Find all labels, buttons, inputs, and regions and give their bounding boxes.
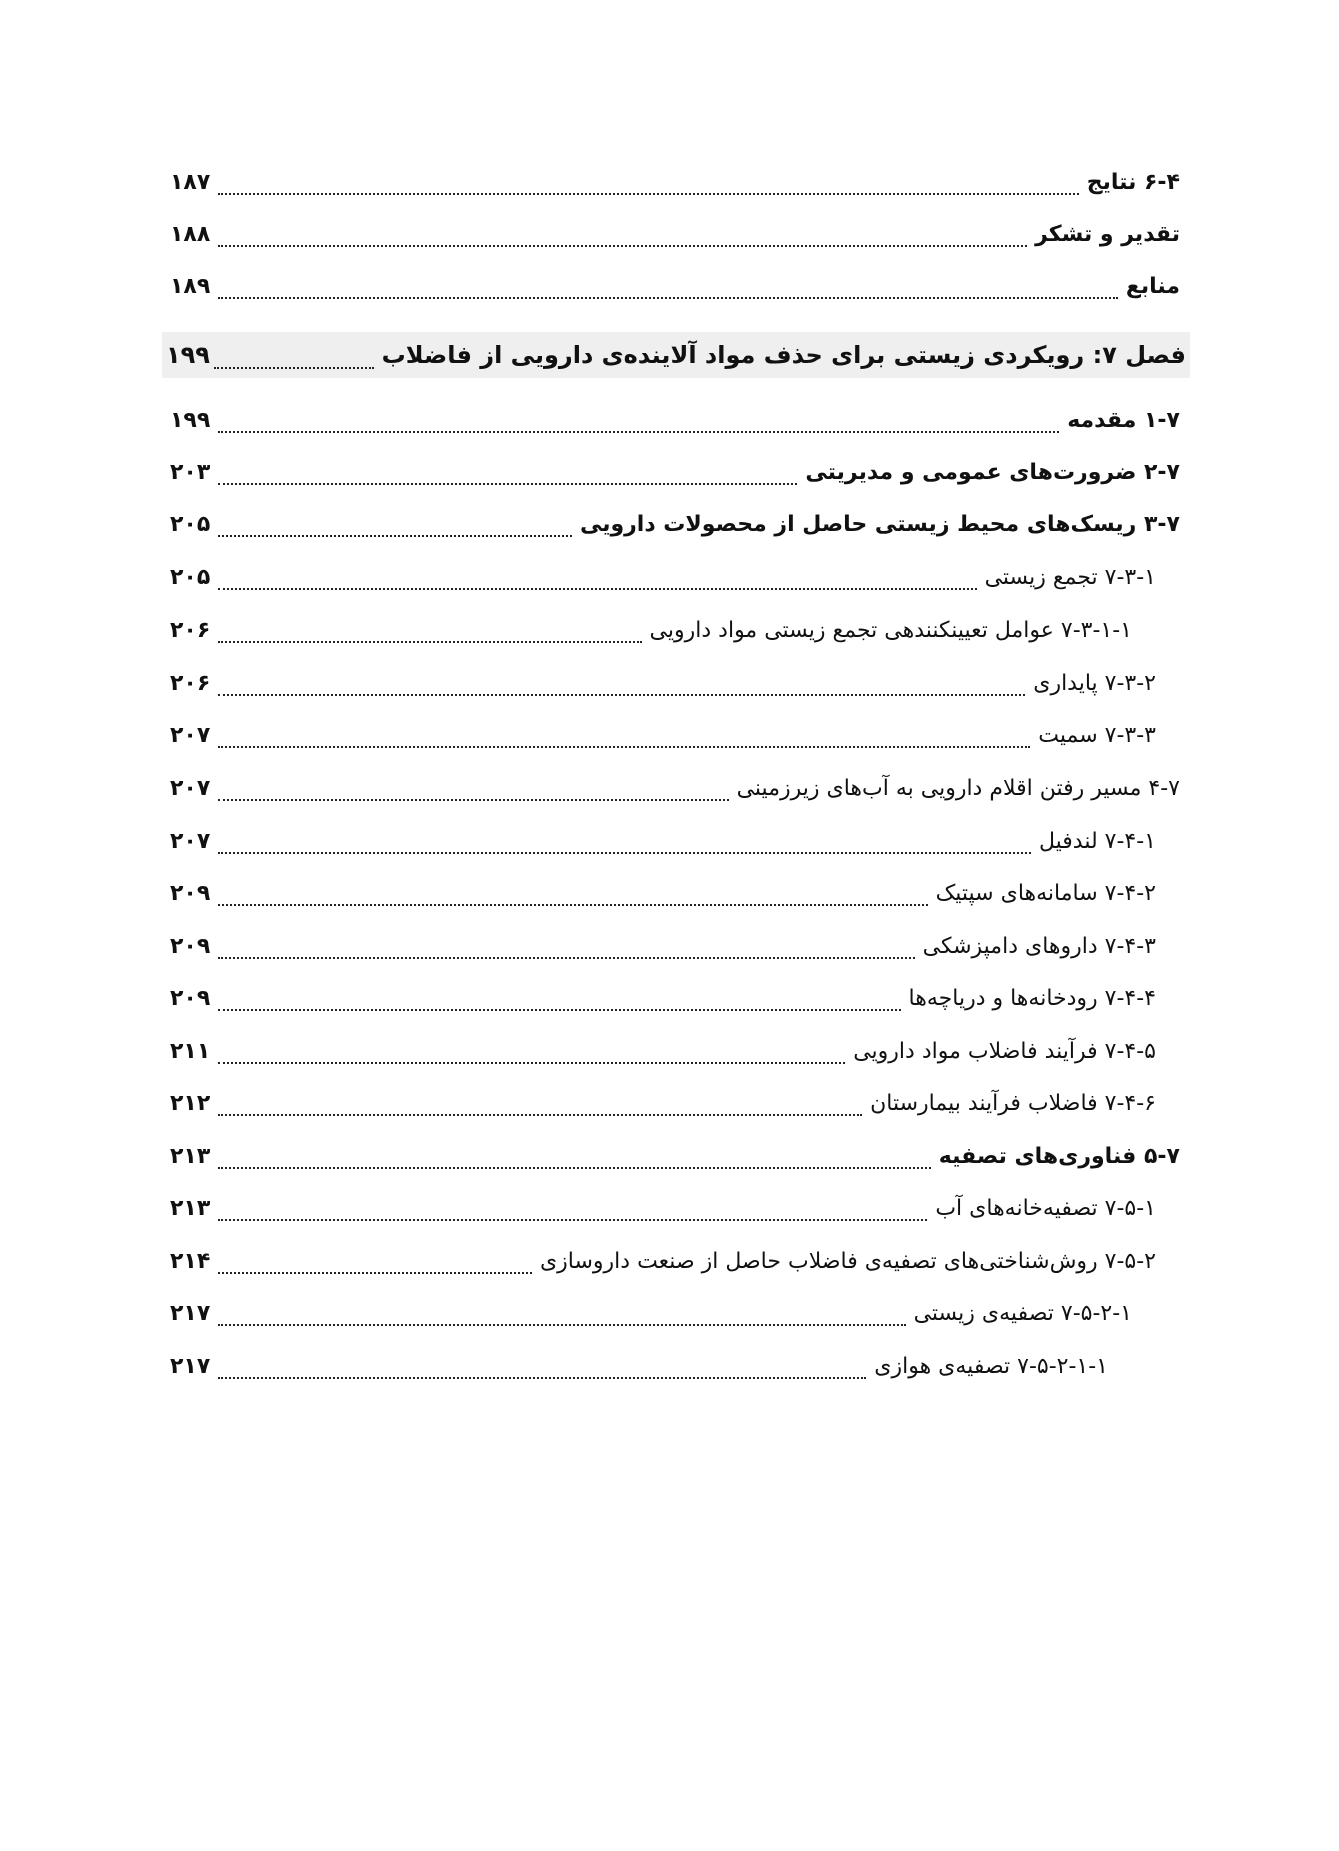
toc-entry-title: ۷-۳-۳ سمیت xyxy=(1038,722,1156,748)
toc-entry-page-number: ۲۰۷ xyxy=(170,828,211,854)
toc-entry-page-number: ۲۰۷ xyxy=(170,775,211,801)
toc-entry-title: ۷-۴-۶ فاضلاب فرآیند بیمارستان xyxy=(870,1090,1156,1116)
toc-entry[interactable] xyxy=(170,821,1180,861)
toc-entry-title: فصل ۷: رویکردی زیستی برای حذف مواد آلاینده‌ی دارویی از فاضلاب xyxy=(381,341,1186,369)
dot-leader xyxy=(218,775,729,801)
toc-entry-page-number: ۲۰۶ xyxy=(170,670,211,696)
toc-entry-title: ۷-۴-۴ رودخانه‌ها و دریاچه‌ها xyxy=(908,985,1156,1011)
toc-entry-page-number: ۱۹۹ xyxy=(166,341,210,369)
dot-leader xyxy=(218,564,977,590)
toc-entry[interactable] xyxy=(170,768,1180,808)
toc-entry-title: ۷-۳-۱-۱ عوامل تعیینکنندهی تجمع زیستی مواد دارویی xyxy=(649,617,1132,643)
dot-leader xyxy=(218,1353,866,1379)
toc-entry-title: ۷-۵-۲-۱-۱ تصفیه‌ی هوازی xyxy=(874,1353,1108,1379)
toc-entry[interactable] xyxy=(170,1083,1180,1123)
dot-leader xyxy=(218,169,1079,195)
toc-entry[interactable] xyxy=(170,557,1180,597)
dot-leader xyxy=(218,1090,862,1116)
toc-entry-title: ۶-۴ نتایج xyxy=(1086,169,1180,195)
toc-entry-title: تقدیر و تشکر xyxy=(1035,221,1180,247)
toc-entry-title: ۷-۴-۱ لندفیل xyxy=(1038,828,1156,854)
dot-leader xyxy=(218,828,1031,854)
dot-leader xyxy=(218,617,642,643)
toc-entry-page-number: ۲۰۷ xyxy=(170,722,211,748)
toc-entry-page-number: ۲۰۹ xyxy=(170,985,211,1011)
dot-leader xyxy=(218,1248,532,1274)
toc-entry-title: ۳-۷ ریسک‌های محیط زیستی حاصل از محصولات دارویی xyxy=(579,511,1180,537)
toc-entry[interactable] xyxy=(170,663,1180,703)
toc-entry[interactable] xyxy=(170,978,1180,1018)
toc-entry-title: ۷-۵-۱ تصفیه‌خانه‌های آب xyxy=(935,1195,1156,1221)
dot-leader xyxy=(218,670,1025,696)
toc-entry-page-number: ۲۰۵ xyxy=(170,511,211,537)
toc-entry-title: ۵-۷ فناوری‌های تصفیه xyxy=(938,1143,1180,1169)
toc-entry-title: ۴-۷ مسیر رفتن اقلام دارویی به آب‌های زیرزمینی xyxy=(736,775,1180,801)
toc-entry[interactable] xyxy=(170,214,1180,254)
toc-entry-title: ۷-۵-۲-۱ تصفیه‌ی زیستی xyxy=(913,1300,1132,1326)
toc-entry-title: ۷-۳-۲ پایداری xyxy=(1033,670,1156,696)
chapter-heading-row[interactable] xyxy=(162,332,1190,378)
toc-entry[interactable] xyxy=(170,1188,1180,1228)
toc-entry-page-number: ۱۹۹ xyxy=(170,407,211,433)
dot-leader xyxy=(218,273,1118,299)
toc-entry-page-number: ۲۱۴ xyxy=(170,1248,211,1274)
dot-leader xyxy=(218,221,1027,247)
toc-entry[interactable] xyxy=(170,400,1180,440)
toc-entry-page-number: ۲۱۳ xyxy=(170,1195,211,1221)
toc-entry-page-number: ۱۸۷ xyxy=(170,169,211,195)
toc-entry[interactable] xyxy=(170,266,1180,306)
toc-entry-page-number: ۲۱۱ xyxy=(170,1038,211,1064)
toc-entry-page-number: ۲۰۹ xyxy=(170,933,211,959)
dot-leader xyxy=(218,880,928,906)
dot-leader xyxy=(218,985,901,1011)
toc-entry-page-number: ۲۱۷ xyxy=(170,1300,211,1326)
toc-entry-title: ۷-۵-۲ روش‌شناختی‌های تصفیه‌ی فاضلاب حاصل از صنعت داروسازی xyxy=(539,1248,1156,1274)
toc-entry[interactable] xyxy=(170,610,1180,650)
dot-leader xyxy=(218,407,1059,433)
toc-entry-title: ۷-۴-۳ داروهای دامپزشکی xyxy=(922,933,1156,959)
dot-leader xyxy=(218,1038,845,1064)
dot-leader xyxy=(218,1143,931,1169)
toc-entry-page-number: ۲۱۷ xyxy=(170,1353,211,1379)
toc-entry[interactable] xyxy=(170,452,1180,492)
toc-entry-page-number: ۲۱۳ xyxy=(170,1143,211,1169)
toc-entry-page-number: ۱۸۹ xyxy=(170,273,211,299)
toc-entry[interactable] xyxy=(170,926,1180,966)
toc-entry-page-number: ۲۰۹ xyxy=(170,880,211,906)
dot-leader xyxy=(214,341,374,369)
toc-entry-page-number: ۱۸۸ xyxy=(170,221,211,247)
toc-entry[interactable] xyxy=(170,873,1180,913)
toc-entry-page-number: ۲۰۵ xyxy=(170,564,211,590)
toc-entry-title: ۷-۴-۵ فرآیند فاضلاب مواد دارویی xyxy=(853,1038,1156,1064)
toc-entry-title: ۷-۳-۱ تجمع زیستی xyxy=(984,564,1156,590)
toc-entry[interactable] xyxy=(170,1031,1180,1071)
toc-entry[interactable] xyxy=(170,504,1180,544)
dot-leader xyxy=(218,459,797,485)
toc-entry[interactable] xyxy=(170,162,1180,202)
dot-leader xyxy=(218,1195,927,1221)
toc-entry-title: منابع xyxy=(1125,273,1180,299)
toc-entry[interactable] xyxy=(170,1346,1180,1386)
dot-leader xyxy=(218,1300,906,1326)
dot-leader xyxy=(218,511,572,537)
toc-entry[interactable] xyxy=(170,1241,1180,1281)
toc-entry-title: ۲-۷ ضرورت‌های عمومی و مدیریتی xyxy=(805,459,1180,485)
toc-entry[interactable] xyxy=(170,1293,1180,1333)
toc-entry-title: ۷-۴-۲ سامانه‌های سپتیک xyxy=(935,880,1156,906)
toc-entry-title: ۱-۷ مقدمه xyxy=(1067,407,1180,433)
toc-entry[interactable] xyxy=(170,1136,1180,1176)
toc-entry[interactable] xyxy=(170,715,1180,755)
toc-entry-page-number: ۲۰۶ xyxy=(170,617,211,643)
toc-entry-page-number: ۲۰۳ xyxy=(170,459,211,485)
dot-leader xyxy=(218,722,1030,748)
dot-leader xyxy=(218,933,915,959)
toc-entry-page-number: ۲۱۲ xyxy=(170,1090,211,1116)
